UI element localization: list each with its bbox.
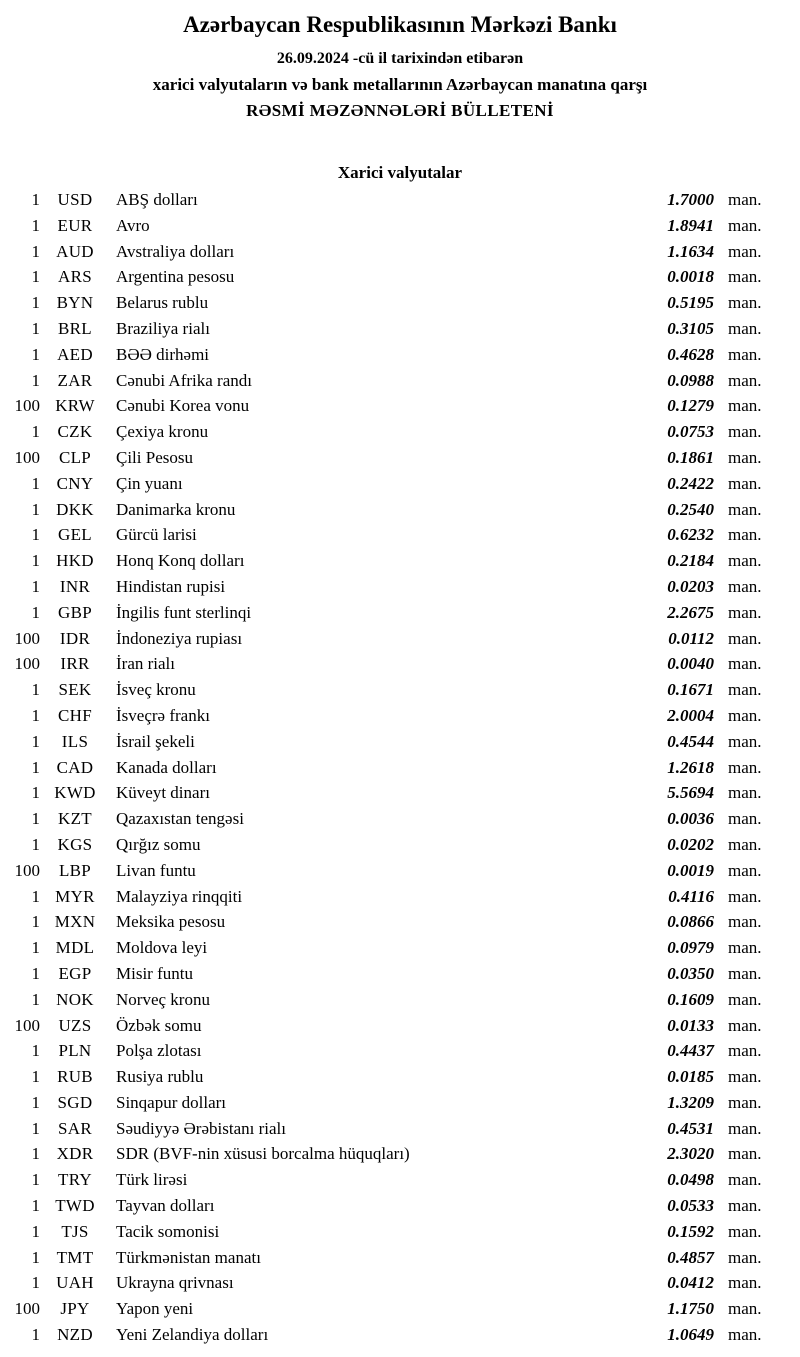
rate-value: 0.0979 [667, 938, 714, 958]
unit-label: man. [728, 602, 762, 622]
currency-name: Səudiyyə Ərəbistanı rialı [116, 1118, 286, 1138]
rate-value: 5.5694 [667, 783, 714, 803]
unit-label: man. [728, 886, 762, 906]
unit-label: man. [728, 757, 762, 777]
currency-code: LBP [58, 860, 92, 880]
quantity: 100 [14, 1299, 40, 1319]
unit-label: man. [728, 783, 762, 803]
quantity: 100 [14, 860, 40, 880]
currency-code: KWD [54, 783, 96, 803]
unit-label: man. [728, 1299, 762, 1319]
unit-label: man. [728, 190, 762, 209]
currency-code: CHF [58, 705, 92, 725]
unit-label: man. [728, 1170, 762, 1190]
unit-label: man. [728, 318, 762, 338]
unit-label: man. [728, 1092, 762, 1112]
currency-code: SAR [58, 1118, 92, 1138]
currency-code: CZK [57, 422, 93, 442]
unit-label: man. [728, 989, 762, 1009]
quantity: 1 [31, 422, 40, 442]
rates-table [0, 190, 800, 1351]
quantity: 1 [31, 912, 40, 932]
currency-name: SDR (BVF-nin xüsusi borcalma hüquqları) [116, 1144, 410, 1164]
quantity: 1 [31, 680, 40, 700]
unit-label: man. [728, 628, 762, 648]
rate-value: 0.1609 [667, 989, 714, 1009]
currency-name: Özbək somu [116, 1015, 202, 1035]
quantity: 1 [31, 293, 40, 313]
rate-value: 0.0019 [667, 860, 714, 880]
table-row [0, 938, 800, 964]
quantity: 1 [31, 1067, 40, 1087]
rate-value: 1.3209 [667, 1092, 714, 1112]
rate-value: 0.0040 [667, 654, 714, 674]
currency-code: TWD [55, 1196, 95, 1216]
unit-label: man. [728, 1041, 762, 1061]
quantity: 100 [14, 396, 40, 416]
unit-label: man. [728, 576, 762, 596]
rate-value: 0.0498 [667, 1170, 714, 1190]
quantity: 1 [31, 1092, 40, 1112]
rate-value: 0.1671 [667, 680, 714, 700]
currency-name: Honq Konq dolları [116, 551, 245, 571]
currency-name: Küveyt dinarı [116, 783, 210, 803]
rate-value: 1.0649 [667, 1325, 714, 1345]
bulletin-title: RƏSMİ MƏZƏNNƏLƏRİ BÜLLETENİ [246, 101, 554, 120]
currency-name: Tacik somonisi [116, 1221, 220, 1241]
unit-label: man. [728, 731, 762, 751]
table-row [0, 448, 800, 474]
quantity: 1 [31, 938, 40, 958]
currency-name: Braziliya rialı [116, 318, 210, 338]
table-row [0, 1067, 800, 1093]
currency-code: IRR [60, 654, 90, 674]
currency-code: AED [57, 344, 93, 364]
quantity: 1 [31, 809, 40, 829]
quantity: 1 [31, 215, 40, 235]
unit-label: man. [728, 860, 762, 880]
quantity: 1 [31, 318, 40, 338]
quantity: 1 [31, 1221, 40, 1241]
quantity: 1 [31, 1041, 40, 1061]
unit-label: man. [728, 912, 762, 932]
rate-value: 0.0988 [667, 370, 714, 390]
currency-code: KZT [58, 809, 92, 829]
quantity: 1 [31, 576, 40, 596]
currency-name: Argentina pesosu [116, 267, 235, 287]
currency-name: Livan funtu [116, 860, 196, 880]
rate-value: 0.0412 [667, 1273, 714, 1293]
table-row [0, 1041, 800, 1067]
quantity: 1 [31, 783, 40, 803]
currency-code: IDR [59, 628, 91, 648]
table-row [0, 422, 800, 448]
unit-label: man. [728, 680, 762, 700]
unit-label: man. [728, 1325, 762, 1345]
rate-value: 0.1279 [667, 396, 714, 416]
currency-name: İsveçrə frankı [116, 705, 210, 725]
currency-name: Avro [116, 215, 150, 235]
currency-code: CLP [58, 447, 92, 467]
quantity: 1 [31, 1118, 40, 1138]
currency-code: SEK [58, 680, 92, 700]
table-row [0, 809, 800, 835]
currency-name: Belarus rublu [116, 293, 209, 313]
currency-name: Rusiya rublu [116, 1067, 204, 1087]
unit-label: man. [728, 267, 762, 287]
currency-name: Sinqapur dolları [116, 1092, 227, 1112]
quantity: 1 [31, 473, 40, 493]
currency-name: Çili Pesosu [116, 447, 193, 467]
rate-value: 0.0202 [667, 834, 714, 854]
subtitle-line: xarici valyutaların və bank metallarının Azərbaycan manatına qarşı [152, 75, 648, 94]
quantity: 1 [31, 551, 40, 571]
currency-name: İsrail şekeli [116, 731, 195, 751]
table-row [0, 1170, 800, 1196]
currency-code: NOK [56, 989, 94, 1009]
table-row [0, 1016, 800, 1042]
table-row [0, 654, 800, 680]
rate-value: 0.6232 [667, 525, 714, 545]
currency-code: UAH [56, 1273, 94, 1293]
rate-value: 0.0350 [667, 963, 714, 983]
currency-name: Polşa zlotası [116, 1041, 202, 1061]
rate-value: 0.0866 [667, 912, 714, 932]
rate-value: 1.1634 [667, 241, 714, 261]
unit-label: man. [728, 809, 762, 829]
unit-label: man. [728, 1221, 762, 1241]
quantity: 1 [31, 834, 40, 854]
rate-value: 0.4531 [667, 1118, 714, 1138]
rate-value: 0.2540 [667, 499, 714, 519]
quantity: 100 [14, 1015, 40, 1035]
unit-label: man. [728, 1118, 762, 1138]
table-row [0, 216, 800, 242]
currency-name: Norveç kronu [116, 989, 210, 1009]
currency-name: Avstraliya dolları [116, 241, 235, 261]
table-row [0, 1196, 800, 1222]
quantity: 1 [31, 731, 40, 751]
currency-name: İndoneziya rupiası [116, 628, 243, 648]
quantity: 1 [31, 1144, 40, 1164]
currency-code: MDL [55, 938, 95, 958]
table-row [0, 1248, 800, 1274]
currency-code: USD [57, 190, 93, 209]
currency-code: ILS [61, 731, 89, 751]
table-row [0, 629, 800, 655]
table-row [0, 190, 800, 216]
rate-value: 0.0203 [667, 576, 714, 596]
table-row [0, 319, 800, 345]
rate-value: 1.8941 [667, 215, 714, 235]
currency-code: HKD [56, 551, 94, 571]
currency-name: İran rialı [116, 654, 175, 674]
quantity: 1 [31, 370, 40, 390]
unit-label: man. [728, 654, 762, 674]
currency-name: BƏƏ dirhəmi [116, 344, 210, 364]
currency-name: Qazaxıstan tengəsi [116, 809, 244, 829]
quantity: 100 [14, 654, 40, 674]
currency-name: Yeni Zelandiya dolları [116, 1325, 269, 1345]
unit-label: man. [728, 447, 762, 467]
unit-label: man. [728, 215, 762, 235]
table-row [0, 1119, 800, 1145]
table-row [0, 396, 800, 422]
quantity: 100 [14, 447, 40, 467]
currency-code: DKK [56, 499, 94, 519]
unit-label: man. [728, 1015, 762, 1035]
unit-label: man. [728, 963, 762, 983]
rate-value: 0.0036 [667, 809, 714, 829]
currency-code: CAD [56, 757, 94, 777]
unit-label: man. [728, 422, 762, 442]
table-row [0, 861, 800, 887]
table-row [0, 371, 800, 397]
quantity: 100 [14, 628, 40, 648]
currency-code: TJS [61, 1221, 89, 1241]
table-row [0, 964, 800, 990]
currency-code: PLN [58, 1041, 92, 1061]
quantity: 1 [31, 267, 40, 287]
currency-name: Cənubi Afrika randı [116, 370, 252, 390]
currency-code: INR [59, 576, 91, 596]
table-row [0, 706, 800, 732]
unit-label: man. [728, 344, 762, 364]
rate-value: 0.5195 [667, 293, 714, 313]
currency-name: Ukrayna qrivnası [116, 1273, 234, 1293]
currency-code: TMT [56, 1247, 94, 1267]
table-row [0, 474, 800, 500]
rate-value: 0.0185 [667, 1067, 714, 1087]
currency-code: RUB [57, 1067, 93, 1087]
currency-name: Yapon yeni [116, 1299, 194, 1319]
rate-value: 0.0753 [667, 422, 714, 442]
currency-code: NZD [57, 1325, 93, 1345]
table-row [0, 242, 800, 268]
currency-code: BRL [58, 318, 92, 338]
table-row [0, 732, 800, 758]
currency-code: KGS [57, 834, 93, 854]
currency-code: KRW [55, 396, 95, 416]
quantity: 1 [31, 1170, 40, 1190]
currency-name: Moldova leyi [116, 938, 208, 958]
unit-label: man. [728, 1247, 762, 1267]
table-row [0, 1325, 800, 1351]
unit-label: man. [728, 834, 762, 854]
unit-label: man. [728, 1273, 762, 1293]
rate-value: 0.1861 [667, 447, 714, 467]
currency-code: SGD [57, 1092, 93, 1112]
currency-code: UZS [58, 1015, 92, 1035]
table-row [0, 783, 800, 809]
currency-name: Türkmənistan manatı [116, 1247, 261, 1267]
currency-code: TRY [58, 1170, 92, 1190]
currency-code: CNY [56, 473, 94, 493]
currency-code: EGP [58, 963, 92, 983]
currency-name: Çin yuanı [116, 473, 183, 493]
currency-code: ARS [58, 267, 92, 287]
unit-label: man. [728, 938, 762, 958]
table-row [0, 680, 800, 706]
currency-code: GEL [58, 525, 92, 545]
table-row [0, 267, 800, 293]
currency-name: İsveç kronu [116, 680, 196, 700]
currency-name: Çexiya kronu [116, 422, 209, 442]
quantity: 1 [31, 1247, 40, 1267]
quantity: 1 [31, 241, 40, 261]
table-row [0, 1144, 800, 1170]
table-row [0, 345, 800, 371]
quantity: 1 [31, 705, 40, 725]
table-row [0, 1093, 800, 1119]
table-row [0, 1222, 800, 1248]
currency-code: EUR [57, 215, 93, 235]
unit-label: man. [728, 370, 762, 390]
table-row [0, 887, 800, 913]
currency-name: Cənubi Korea vonu [116, 396, 250, 416]
table-row [0, 912, 800, 938]
table-row [0, 990, 800, 1016]
rate-value: 0.3105 [667, 318, 714, 338]
unit-label: man. [728, 1144, 762, 1164]
rate-value: 0.2422 [667, 473, 714, 493]
currency-name: Kanada dolları [116, 757, 217, 777]
currency-name: Gürcü larisi [116, 525, 197, 545]
currency-name: Danimarka kronu [116, 499, 236, 519]
currency-name: İngilis funt sterlinqi [116, 602, 252, 622]
table-row [0, 835, 800, 861]
quantity: 1 [31, 525, 40, 545]
rate-value: 0.2184 [667, 551, 714, 571]
rate-value: 0.4544 [667, 731, 714, 751]
rate-value: 2.2675 [667, 602, 714, 622]
rate-value: 1.7000 [667, 190, 714, 209]
rate-value: 1.1750 [667, 1299, 714, 1319]
quantity: 1 [31, 989, 40, 1009]
currency-code: MYR [55, 886, 95, 906]
unit-label: man. [728, 1196, 762, 1216]
currency-name: ABŞ dolları [116, 190, 198, 209]
rate-value: 2.0004 [667, 705, 714, 725]
quantity: 1 [31, 1273, 40, 1293]
table-row [0, 293, 800, 319]
currency-code: MXN [54, 912, 96, 932]
rate-value: 0.4116 [668, 886, 714, 906]
quantity: 1 [31, 190, 40, 209]
unit-label: man. [728, 525, 762, 545]
unit-label: man. [728, 1067, 762, 1087]
currency-code: BYN [56, 293, 94, 313]
quantity: 1 [31, 602, 40, 622]
rate-value: 0.4628 [667, 344, 714, 364]
rate-value: 0.4857 [667, 1247, 714, 1267]
rate-value: 0.1592 [667, 1221, 714, 1241]
rate-value: 0.0533 [667, 1196, 714, 1216]
quantity: 1 [31, 963, 40, 983]
currency-name: Malayziya rinqqiti [116, 886, 243, 906]
currency-name: Qırğız somu [116, 834, 201, 854]
unit-label: man. [728, 396, 762, 416]
quantity: 1 [31, 344, 40, 364]
table-row [0, 500, 800, 526]
section-title-foreign-currencies: Xarici valyutalar [337, 163, 463, 182]
quantity: 1 [31, 757, 40, 777]
table-row [0, 551, 800, 577]
currency-code: JPY [60, 1299, 90, 1319]
quantity: 1 [31, 499, 40, 519]
unit-label: man. [728, 499, 762, 519]
quantity: 1 [31, 1325, 40, 1345]
currency-name: Hindistan rupisi [116, 576, 226, 596]
unit-label: man. [728, 705, 762, 725]
currency-name: Meksika pesosu [116, 912, 226, 932]
currency-code: GBP [58, 602, 92, 622]
unit-label: man. [728, 241, 762, 261]
table-row [0, 603, 800, 629]
bank-title: Azərbaycan Respublikasının Mərkəzi Bankı [183, 12, 617, 37]
rate-value: 0.4437 [667, 1041, 714, 1061]
unit-label: man. [728, 473, 762, 493]
rate-value: 0.0112 [668, 628, 714, 648]
table-row [0, 577, 800, 603]
rate-value: 0.0133 [667, 1015, 714, 1035]
rate-value: 2.3020 [667, 1144, 714, 1164]
currency-code: AUD [56, 241, 94, 261]
unit-label: man. [728, 551, 762, 571]
table-row [0, 1273, 800, 1299]
table-row [0, 1299, 800, 1325]
rate-value: 0.0018 [667, 267, 714, 287]
table-row [0, 525, 800, 551]
currency-code: XDR [56, 1144, 94, 1164]
currency-name: Türk lirəsi [116, 1170, 188, 1190]
effective-date-line: 26.09.2024 -cü il tarixindən etibarən [276, 50, 524, 67]
unit-label: man. [728, 293, 762, 313]
currency-code: ZAR [57, 370, 93, 390]
quantity: 1 [31, 886, 40, 906]
quantity: 1 [31, 1196, 40, 1216]
table-row [0, 758, 800, 784]
currency-name: Misir funtu [116, 963, 193, 983]
currency-name: Tayvan dolları [116, 1196, 215, 1216]
rate-value: 1.2618 [667, 757, 714, 777]
